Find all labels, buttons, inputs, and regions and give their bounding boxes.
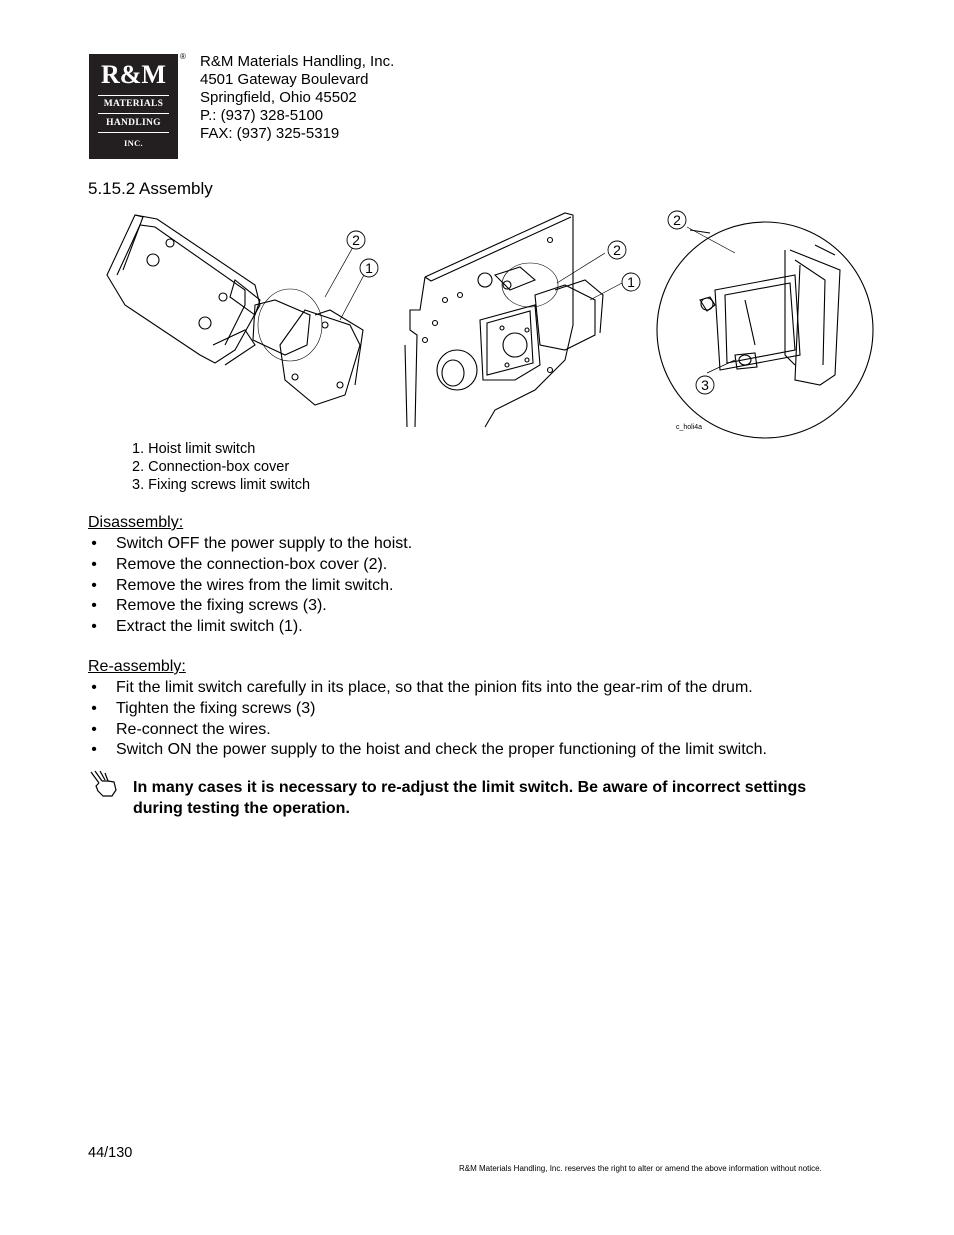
limit-switch-assembly-figure xyxy=(95,205,875,440)
logo-divider xyxy=(98,132,169,133)
logo-line-inc: INC. xyxy=(124,138,143,148)
list-item: • Fit the limit switch carefully in its place, so that the pinion fits into the gear-rim of the drum. xyxy=(91,679,753,696)
logo-divider xyxy=(98,113,169,114)
callout-2: 2 xyxy=(352,232,360,248)
list-item: • Tighten the fixing screws (3) xyxy=(91,699,316,717)
reassembly-steps xyxy=(88,678,767,761)
address-fax: FAX: (937) 325-5319 xyxy=(200,125,340,142)
callout-1: 1 xyxy=(365,260,373,276)
company-logo xyxy=(89,54,178,159)
callout-2: 2 xyxy=(613,242,621,258)
list-item: • Switch OFF the power supply to the hoist. xyxy=(91,535,413,552)
legend-item: 2. Connection-box cover xyxy=(132,459,290,475)
list-item: • Re-connect the wires. xyxy=(91,720,271,738)
reassembly-title: Re-assembly: xyxy=(88,658,186,675)
address-street: 4501 Gateway Boulevard xyxy=(200,71,369,88)
callout-1: 1 xyxy=(627,274,635,290)
logo-line-handling: HANDLING xyxy=(106,118,161,128)
address-city: Springfield, Ohio 45502 xyxy=(200,89,357,106)
limit-switch-box-drawing xyxy=(253,289,363,405)
legend-item: 3. Fixing screws limit switch xyxy=(132,477,311,493)
figure-legend xyxy=(132,440,310,494)
note-text xyxy=(133,778,873,819)
list-item: • Extract the limit switch (1). xyxy=(91,618,303,636)
address-company: R&M Materials Handling, Inc. xyxy=(200,53,395,70)
legend-item: 1. Hoist limit switch xyxy=(132,441,256,457)
hoist-frame-drawing xyxy=(405,213,603,427)
list-item: • Switch ON the power supply to the hoist and check the proper functioning of the limit switch. xyxy=(91,741,767,759)
section-heading: 5.15.2 Assembly xyxy=(88,179,213,198)
detail-view-drawing xyxy=(657,222,873,438)
callout-2: 2 xyxy=(673,212,681,228)
note-line: In many cases it is necessary to re-adjust the limit switch. Be aware of incorrect settings xyxy=(133,779,807,796)
note-line: during testing the operation. xyxy=(133,799,350,817)
hoist-motor-drawing xyxy=(107,215,260,365)
address-phone: P.: (937) 328-5100 xyxy=(200,107,324,124)
list-item: • Remove the fixing screws (3). xyxy=(91,597,327,615)
disassembly-title: Disassembly: xyxy=(88,514,184,531)
logo-wordmark: R&M xyxy=(101,60,166,89)
company-address xyxy=(200,53,394,143)
footer-disclaimer: R&M Materials Handling, Inc. reserves the right to alter or amend the above information without notice. xyxy=(459,1164,822,1173)
list-item: • Remove the connection-box cover (2). xyxy=(91,555,388,573)
figure-code: c_holi4a xyxy=(676,424,703,431)
pointing-hand-icon xyxy=(88,770,118,798)
page-number: 44/130 xyxy=(88,1145,133,1161)
callout-3: 3 xyxy=(701,377,709,393)
logo-divider xyxy=(98,95,169,96)
logo-line-materials: MATERIALS xyxy=(103,99,164,109)
disassembly-steps xyxy=(88,534,412,638)
registered-mark: ® xyxy=(180,52,186,61)
list-item: • Remove the wires from the limit switch. xyxy=(91,576,394,594)
